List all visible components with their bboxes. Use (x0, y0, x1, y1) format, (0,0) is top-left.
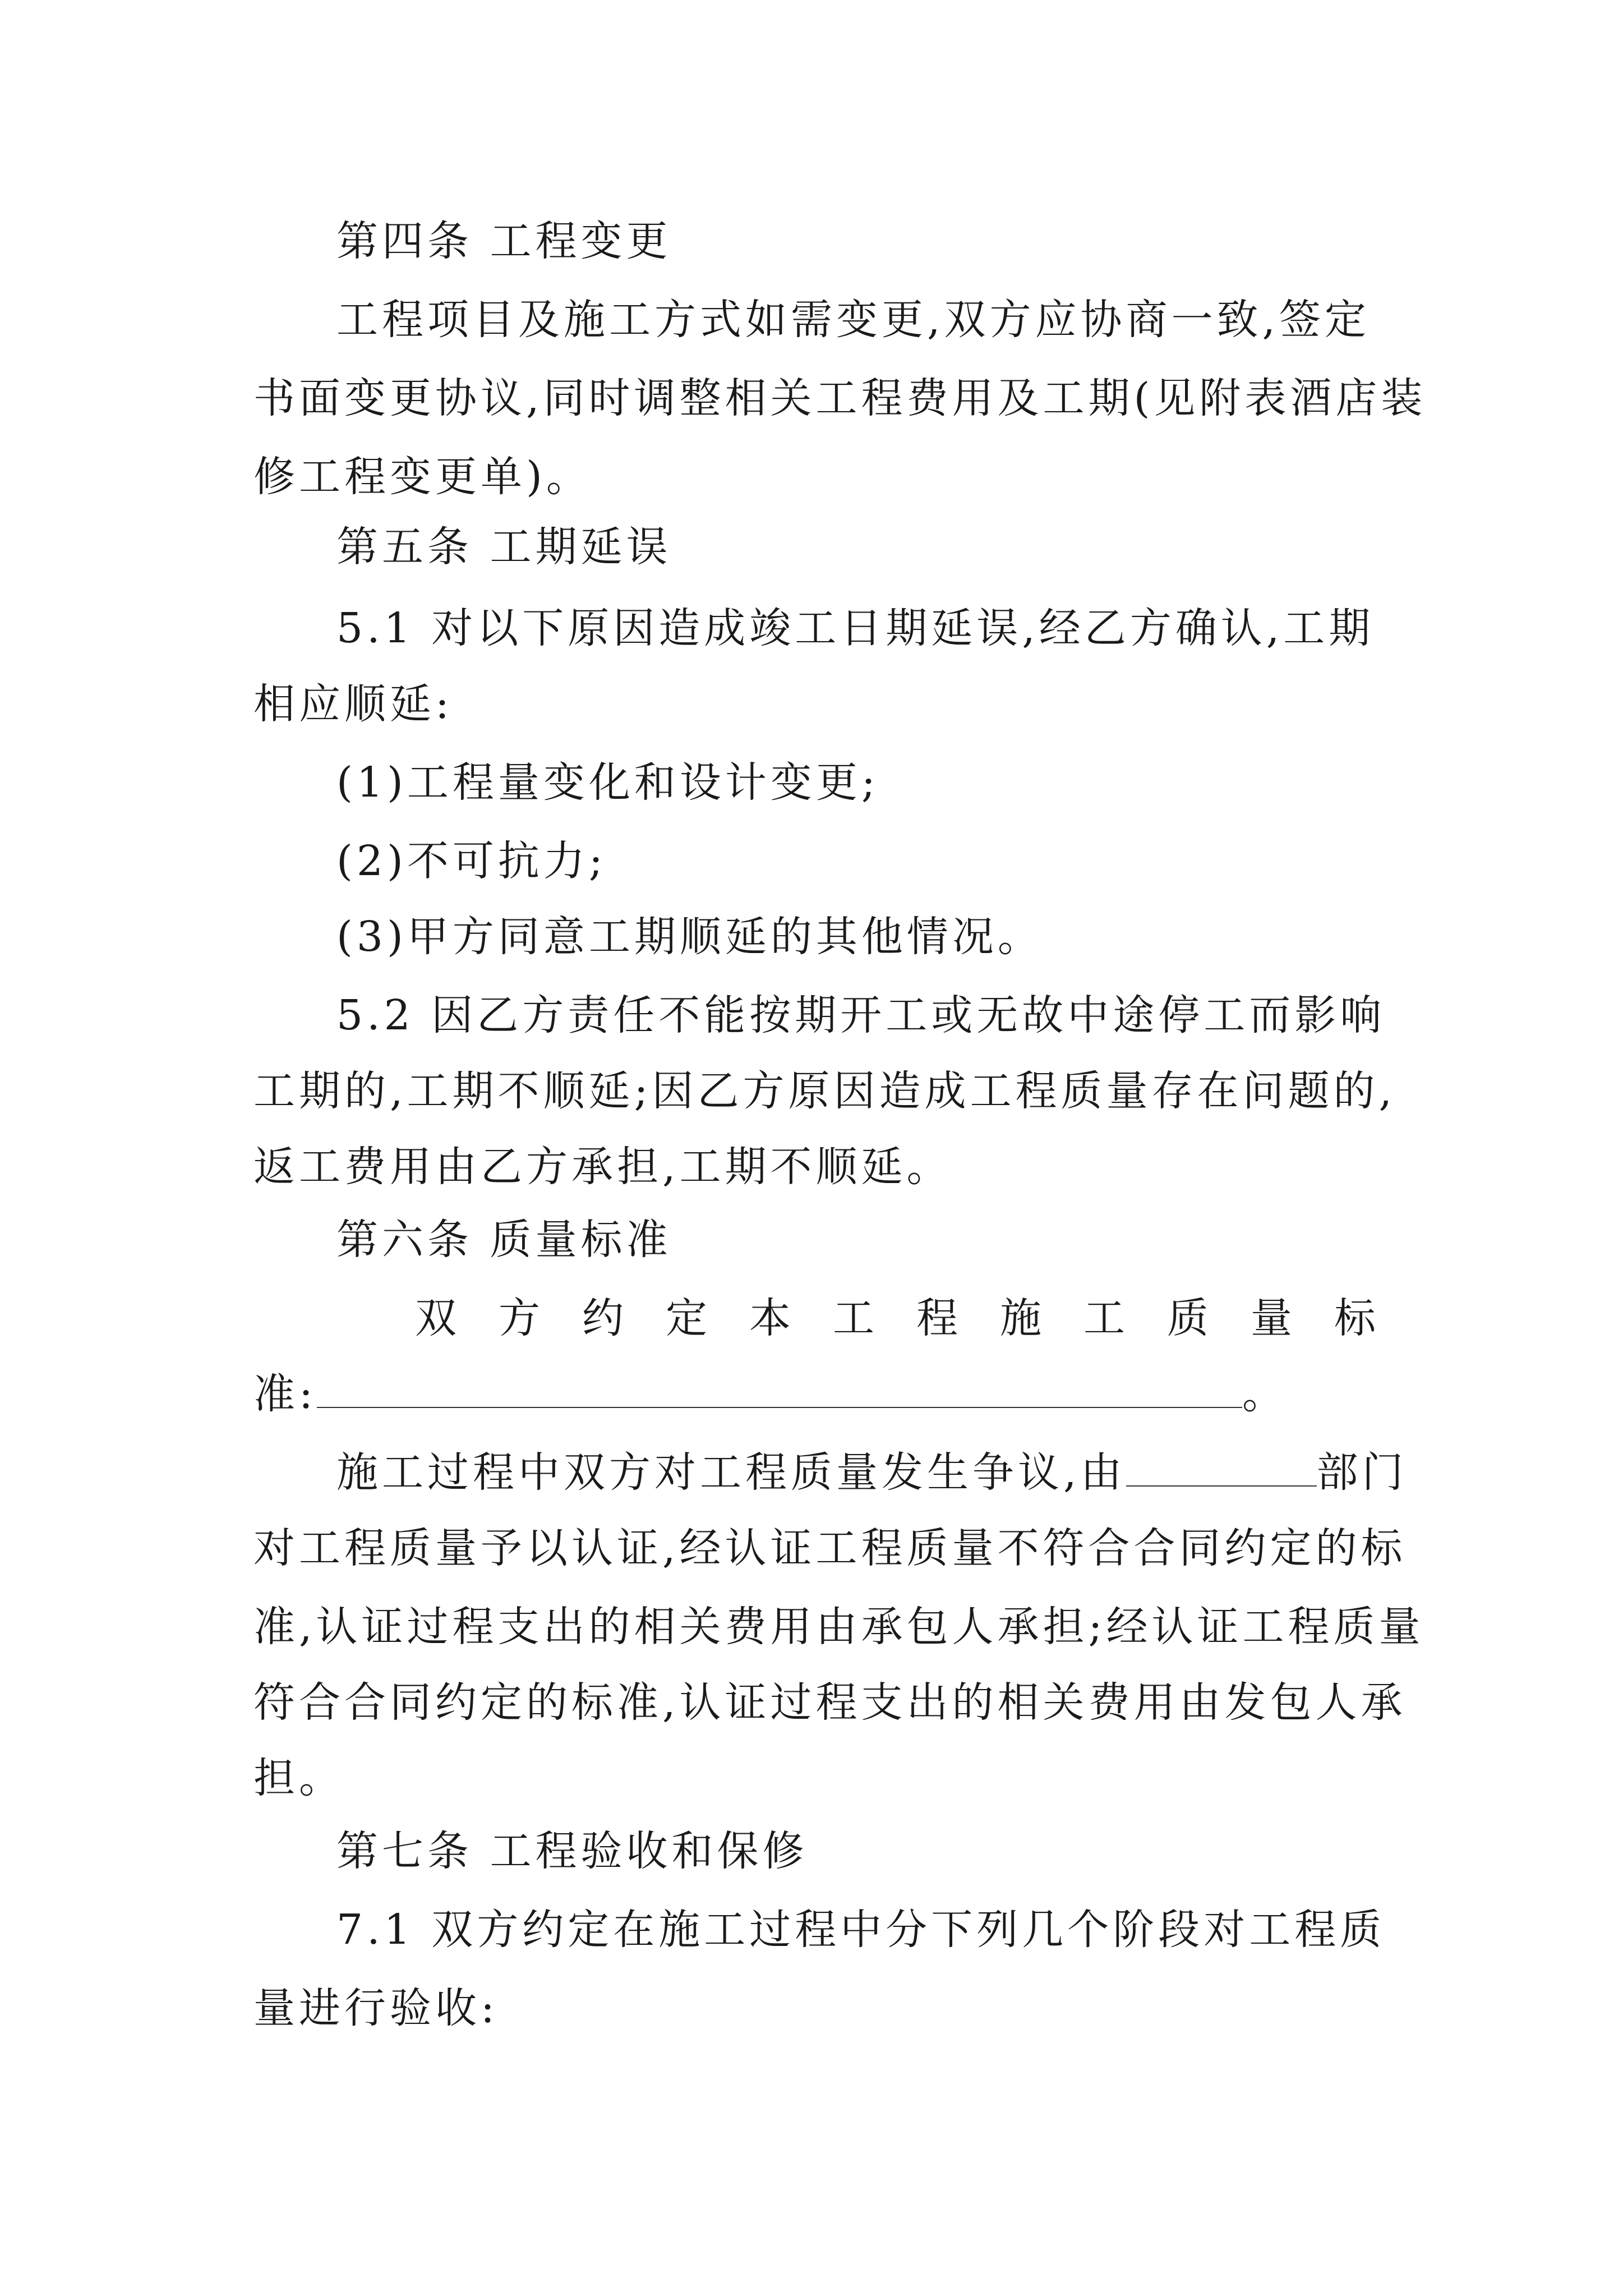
article-5-title: 第五条 工期延误 (336, 523, 672, 571)
article-6-title: 第六条 质量标准 (336, 1216, 672, 1264)
paragraph-line: 符合合同约定的标准,认证过程支出的相关费用由发包人承 (253, 1678, 1407, 1727)
list-item: (1)工程量变化和设计变更; (336, 758, 879, 807)
spread-char: 双 (415, 1294, 460, 1342)
spread-justified-line (415, 1290, 1380, 1346)
paragraph-line (336, 1444, 1408, 1501)
fill-in-label: 准: (253, 1370, 317, 1418)
paragraph-text: 施工过程中双方对工程质量发生争议,由 (336, 1448, 1126, 1497)
paragraph-line: 担。 (253, 1754, 344, 1802)
spread-char: 定 (666, 1294, 711, 1342)
spread-char: 工 (833, 1294, 878, 1342)
spread-char: 标 (1334, 1294, 1380, 1342)
paragraph-line: 工期的,工期不顺延;因乙方原因造成工程质量存在问题的, (253, 1067, 1396, 1115)
spread-char: 本 (749, 1294, 795, 1342)
paragraph-line: 对工程质量予以认证,经认证工程质量不符合合同约定的标 (253, 1524, 1407, 1572)
list-item: (2)不可抗力; (336, 837, 607, 885)
list-item: (3)甲方同意工期顺延的其他情况。 (336, 913, 1043, 961)
paragraph-line: 修工程变更单)。 (253, 453, 592, 501)
paragraph-line: 相应顺延: (253, 680, 453, 728)
paragraph-text: 部门 (1316, 1448, 1408, 1497)
paragraph-line: 7.1 双方约定在施工过程中分下列几个阶段对工程质 (336, 1906, 1386, 1954)
paragraph-line: 书面变更协议,同时调整相关工程费用及工期(见附表酒店装 (253, 374, 1427, 422)
paragraph-line: 返工费用由乙方承担,工期不顺延。 (253, 1143, 952, 1191)
paragraph-line: 工程项目及施工方式如需变更,双方应协商一致,签定 (336, 296, 1371, 344)
spread-char: 工 (1083, 1294, 1129, 1342)
fill-in-end: 。 (1242, 1370, 1288, 1418)
paragraph-line: 量进行验收: (253, 1984, 499, 2032)
paragraph-line: 5.1 对以下原因造成竣工日期延误,经乙方确认,工期 (336, 604, 1375, 652)
spread-char: 质 (1167, 1294, 1212, 1342)
spread-char: 约 (582, 1294, 628, 1342)
article-4-title: 第四条 工程变更 (336, 217, 672, 265)
spread-char: 量 (1251, 1294, 1296, 1342)
paragraph-line: 准,认证过程支出的相关费用由承包人承担;经认证工程质量 (253, 1603, 1424, 1651)
fill-in-line (253, 1366, 1386, 1422)
article-7-title: 第七条 工程验收和保修 (336, 1827, 808, 1875)
fill-in-blank (317, 1370, 1242, 1408)
spread-char: 施 (1000, 1294, 1045, 1342)
paragraph-line: 5.2 因乙方责任不能按期开工或无故中途停工而影响 (336, 991, 1386, 1039)
spread-char: 程 (916, 1294, 962, 1342)
department-blank (1126, 1448, 1317, 1487)
spread-char: 方 (499, 1294, 544, 1342)
